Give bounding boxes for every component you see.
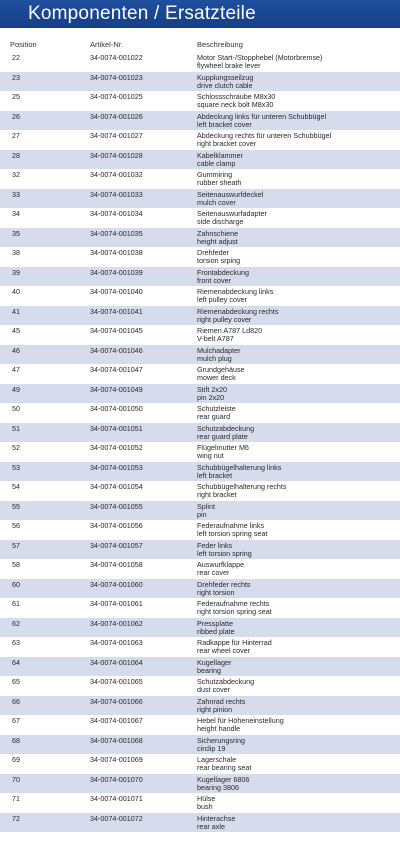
description-english: rear wheel cover	[197, 646, 251, 655]
description-german: Mulchadapter	[197, 345, 241, 355]
description-cell	[197, 795, 215, 811]
description-english: ribbed plate	[197, 626, 235, 636]
description-english: rubber sheath	[197, 178, 242, 187]
table-row	[0, 481, 400, 501]
description-english: rear axle	[197, 821, 225, 831]
article-number-cell: 34-0074-001051	[90, 423, 143, 433]
description-english: mulch cover	[197, 197, 236, 207]
table-row	[0, 267, 400, 287]
description-german: Seitenauswurfdeckel	[197, 189, 264, 199]
description-english: flywheel brake lever	[197, 61, 261, 70]
article-number-cell: 34-0074-001034	[90, 209, 143, 218]
description-english: pin	[197, 509, 207, 519]
position-cell: 46	[12, 345, 20, 355]
description-german: Zahnrad rechts	[197, 696, 246, 706]
description-cell	[197, 54, 322, 70]
article-number-cell: 34-0074-001026	[90, 111, 143, 121]
table-row	[0, 754, 400, 774]
position-cell: 38	[12, 248, 20, 257]
position-cell: 49	[12, 384, 20, 394]
article-number-cell: 34-0074-001053	[90, 462, 143, 472]
article-number-cell: 34-0074-001039	[90, 267, 143, 277]
position-cell: 61	[12, 599, 20, 608]
description-cell	[197, 171, 241, 187]
description-german: Pressplatte	[197, 618, 233, 628]
table-row	[0, 130, 400, 150]
article-number-cell: 34-0074-001041	[90, 306, 143, 316]
table-row	[0, 403, 400, 423]
table-row	[0, 325, 400, 345]
description-cell	[197, 113, 326, 129]
description-cell	[197, 620, 235, 636]
table-row	[0, 247, 400, 267]
position-cell: 23	[12, 72, 20, 82]
position-cell: 32	[12, 170, 20, 179]
table-row	[0, 774, 400, 794]
description-cell	[197, 249, 240, 265]
table-row	[0, 150, 400, 170]
description-english: dust cover	[197, 685, 231, 694]
position-cell: 27	[12, 131, 20, 140]
description-cell	[197, 815, 235, 831]
description-german: Radkappe für Hinterrad	[197, 638, 272, 647]
header-banner	[0, 0, 400, 28]
position-cell: 65	[12, 677, 20, 686]
table-row	[0, 52, 400, 72]
position-cell: 63	[12, 638, 20, 647]
description-german: Schutzleiste	[197, 404, 236, 413]
position-cell: 45	[12, 326, 20, 335]
table-row	[0, 364, 400, 384]
position-cell: 58	[12, 560, 20, 569]
description-cell	[197, 308, 279, 324]
table-row	[0, 169, 400, 189]
description-english: left torsion spring	[197, 548, 252, 558]
table-row	[0, 462, 400, 482]
article-number-cell: 34-0074-001049	[90, 384, 143, 394]
table-row	[0, 442, 400, 462]
article-number-cell: 34-0074-001022	[90, 53, 143, 62]
description-english: right torsion spring seat	[197, 607, 272, 616]
description-german: Schutzabdeckung	[197, 677, 255, 686]
parts-table	[0, 52, 400, 832]
description-german: Gummiring	[197, 170, 233, 179]
description-cell	[197, 483, 287, 499]
article-number-cell: 34-0074-001058	[90, 560, 143, 569]
table-row	[0, 598, 400, 618]
table-row	[0, 501, 400, 521]
article-number-cell: 34-0074-001045	[90, 326, 143, 335]
position-cell: 39	[12, 267, 20, 277]
table-row	[0, 637, 400, 657]
description-cell	[197, 581, 251, 597]
table-row	[0, 208, 400, 228]
description-cell	[197, 737, 245, 753]
description-german: Sicherungsring	[197, 735, 245, 745]
description-cell	[197, 639, 272, 655]
description-german: Grundgehäuse	[197, 365, 245, 374]
description-german: Hülse	[197, 794, 216, 803]
position-cell: 51	[12, 423, 20, 433]
description-cell	[197, 386, 227, 402]
description-german: Federaufnahme links	[197, 521, 265, 530]
position-cell: 62	[12, 618, 20, 628]
page-title: Komponenten / Ersatzteile	[28, 3, 256, 24]
description-german: Lagerschale	[197, 755, 237, 764]
description-cell	[197, 132, 331, 148]
description-german: Drehfeder rechts	[197, 579, 251, 589]
article-number-cell: 34-0074-001067	[90, 716, 143, 725]
table-row	[0, 676, 400, 696]
article-number-cell: 34-0074-001062	[90, 618, 143, 628]
table-row	[0, 345, 400, 365]
position-cell: 35	[12, 228, 20, 238]
position-cell: 26	[12, 111, 20, 121]
table-row	[0, 423, 400, 443]
table-row	[0, 793, 400, 813]
position-cell: 28	[12, 150, 20, 160]
article-number-cell: 34-0074-001040	[90, 287, 143, 296]
table-row	[0, 735, 400, 755]
table-row	[0, 696, 400, 716]
description-cell	[197, 522, 267, 538]
position-cell: 66	[12, 696, 20, 706]
article-number-cell: 34-0074-001060	[90, 579, 143, 589]
position-cell: 22	[12, 53, 20, 62]
table-row	[0, 618, 400, 638]
description-english: height handle	[197, 724, 241, 733]
description-english: square neck bolt M8x30	[197, 100, 274, 109]
article-number-cell: 34-0074-001046	[90, 345, 143, 355]
description-english: front cover	[197, 275, 231, 285]
description-english: right bracket	[197, 490, 237, 499]
table-row	[0, 657, 400, 677]
description-cell	[197, 503, 215, 519]
article-number-cell: 34-0074-001032	[90, 170, 143, 179]
table-row	[0, 715, 400, 735]
article-number-cell: 34-0074-001023	[90, 72, 143, 82]
description-english: right torsion	[197, 587, 235, 597]
description-english: left torsion spring seat	[197, 529, 268, 538]
description-german: Splint	[197, 501, 215, 511]
position-cell: 33	[12, 189, 20, 199]
description-english: height adjust	[197, 236, 238, 246]
description-cell	[197, 74, 253, 90]
description-german: Schlossschraube M8x30	[197, 92, 276, 101]
description-cell	[197, 542, 252, 558]
description-cell	[197, 405, 236, 421]
article-number-cell: 34-0074-001028	[90, 150, 143, 160]
article-number-cell: 34-0074-001070	[90, 774, 143, 784]
table-row	[0, 540, 400, 560]
article-number-cell: 34-0074-001038	[90, 248, 143, 257]
article-number-cell: 34-0074-001065	[90, 677, 143, 686]
description-english: right pulley cover	[197, 314, 252, 324]
description-german: Seitenauswurfadapter	[197, 209, 267, 218]
column-header-description: Beschreibung	[197, 40, 243, 49]
article-number-cell: 34-0074-001063	[90, 638, 143, 647]
position-cell: 67	[12, 716, 20, 725]
table-row	[0, 111, 400, 131]
description-german: Abdeckung rechts für unteren Schubbügel	[197, 131, 332, 140]
table-row	[0, 559, 400, 579]
description-english: mulch plug	[197, 353, 232, 363]
article-number-cell: 34-0074-001047	[90, 365, 143, 374]
position-cell: 68	[12, 735, 20, 745]
description-english: right pinion	[197, 704, 233, 714]
description-english: mower deck	[197, 373, 236, 382]
article-number-cell: 34-0074-001071	[90, 794, 143, 803]
position-cell: 40	[12, 287, 20, 296]
description-cell	[197, 93, 275, 109]
position-cell: 69	[12, 755, 20, 764]
table-row	[0, 91, 400, 111]
article-number-cell: 34-0074-001068	[90, 735, 143, 745]
description-english: wing nut	[197, 451, 224, 460]
description-english: right bracket cover	[197, 139, 257, 148]
article-number-cell: 34-0074-001052	[90, 443, 143, 452]
article-number-cell: 34-0074-001069	[90, 755, 143, 764]
description-english: V-belt A787	[197, 334, 234, 343]
position-cell: 70	[12, 774, 20, 784]
description-english: left pulley cover	[197, 295, 247, 304]
position-cell: 53	[12, 462, 20, 472]
description-english: rear guard plate	[197, 431, 248, 441]
description-cell	[197, 756, 251, 772]
article-number-cell: 34-0074-001064	[90, 657, 143, 667]
description-german: Hebel für Höheneinstellung	[197, 716, 284, 725]
description-cell	[197, 327, 262, 343]
description-english: torsion srping	[197, 256, 241, 265]
description-cell	[197, 444, 249, 460]
description-german: Riemen A787 Ld820	[197, 326, 263, 335]
description-cell	[197, 366, 245, 382]
column-header-article: Artikel-Nr.	[90, 40, 123, 49]
description-german: Zahnschiene	[197, 228, 239, 238]
position-cell: 64	[12, 657, 20, 667]
position-cell: 57	[12, 540, 20, 550]
article-number-cell: 34-0074-001054	[90, 482, 143, 491]
description-german: Riemenabdeckung rechts	[197, 306, 279, 316]
description-german: Feder links	[197, 540, 233, 550]
description-english: left bracket cover	[197, 119, 252, 129]
description-german: Kugellager 6806	[197, 774, 250, 784]
description-cell	[197, 230, 238, 246]
description-cell	[197, 561, 244, 577]
table-row	[0, 306, 400, 326]
description-german: Stift 2x20	[197, 384, 227, 394]
table-row	[0, 579, 400, 599]
position-cell: 50	[12, 404, 20, 413]
description-english: left bracket	[197, 470, 233, 480]
column-header-position: Position	[10, 40, 37, 49]
description-cell	[197, 288, 273, 304]
article-number-cell: 34-0074-001025	[90, 92, 143, 101]
description-german: Schutzabdeckung	[197, 423, 255, 433]
table-header	[0, 40, 400, 52]
description-english: bearing 3806	[197, 782, 239, 792]
table-row	[0, 189, 400, 209]
description-german: Kabelklammer	[197, 150, 243, 160]
article-number-cell: 34-0074-001055	[90, 501, 143, 511]
position-cell: 25	[12, 92, 20, 101]
description-german: Motor Start-/Stopphebel (Motorbremse)	[197, 53, 323, 62]
table-row	[0, 384, 400, 404]
position-cell: 41	[12, 306, 20, 316]
description-english: rear bearing seat	[197, 763, 252, 772]
description-english: side discharge	[197, 217, 244, 226]
table-row	[0, 520, 400, 540]
description-german: Abdeckung links für unteren Schubbügel	[197, 111, 327, 121]
position-cell: 72	[12, 813, 20, 823]
description-cell	[197, 659, 231, 675]
article-number-cell: 34-0074-001035	[90, 228, 143, 238]
position-cell: 34	[12, 209, 20, 218]
description-cell	[197, 717, 284, 733]
position-cell: 47	[12, 365, 20, 374]
position-cell: 52	[12, 443, 20, 452]
table-row	[0, 813, 400, 833]
description-cell	[197, 191, 263, 207]
position-cell: 60	[12, 579, 20, 589]
description-german: Kugellager	[197, 657, 232, 667]
description-german: Auswurfklappe	[197, 560, 245, 569]
description-cell	[197, 698, 245, 714]
description-english: circlip 19	[197, 743, 226, 753]
description-english: rear cover	[197, 568, 230, 577]
description-german: Frontabdeckung	[197, 267, 249, 277]
position-cell: 71	[12, 794, 20, 803]
article-number-cell: 34-0074-001066	[90, 696, 143, 706]
description-english: bearing	[197, 665, 221, 675]
description-cell	[197, 464, 281, 480]
article-number-cell: 34-0074-001061	[90, 599, 143, 608]
table-row	[0, 286, 400, 306]
description-german: Kupplungsseilzug	[197, 72, 254, 82]
description-english: drive clutch cable	[197, 80, 253, 90]
position-cell: 56	[12, 521, 20, 530]
description-cell	[197, 776, 249, 792]
article-number-cell: 34-0074-001033	[90, 189, 143, 199]
table-row	[0, 228, 400, 248]
description-german: Drehfeder	[197, 248, 229, 257]
description-cell	[197, 678, 254, 694]
description-german: Hinterachse	[197, 813, 236, 823]
description-cell	[197, 425, 254, 441]
description-english: pin 2x20	[197, 392, 225, 402]
description-cell	[197, 210, 267, 226]
table-row	[0, 72, 400, 92]
description-english: cable clamp	[197, 158, 236, 168]
article-number-cell: 34-0074-001027	[90, 131, 143, 140]
description-german: Schubbügelhalterung rechts	[197, 482, 287, 491]
position-cell: 54	[12, 482, 20, 491]
description-german: Riemenabdeckung links	[197, 287, 274, 296]
position-cell: 55	[12, 501, 20, 511]
description-cell	[197, 347, 241, 363]
article-number-cell: 34-0074-001056	[90, 521, 143, 530]
article-number-cell: 34-0074-001057	[90, 540, 143, 550]
description-english: bush	[197, 802, 213, 811]
description-cell	[197, 600, 272, 616]
description-german: Federaufnahme rechts	[197, 599, 270, 608]
article-number-cell: 34-0074-001072	[90, 813, 143, 823]
description-english: rear guard	[197, 412, 231, 421]
description-german: Flügelmutter M6	[197, 443, 249, 452]
description-german: Schubbügelhalterung links	[197, 462, 282, 472]
article-number-cell: 34-0074-001050	[90, 404, 143, 413]
description-cell	[197, 152, 243, 168]
description-cell	[197, 269, 249, 285]
